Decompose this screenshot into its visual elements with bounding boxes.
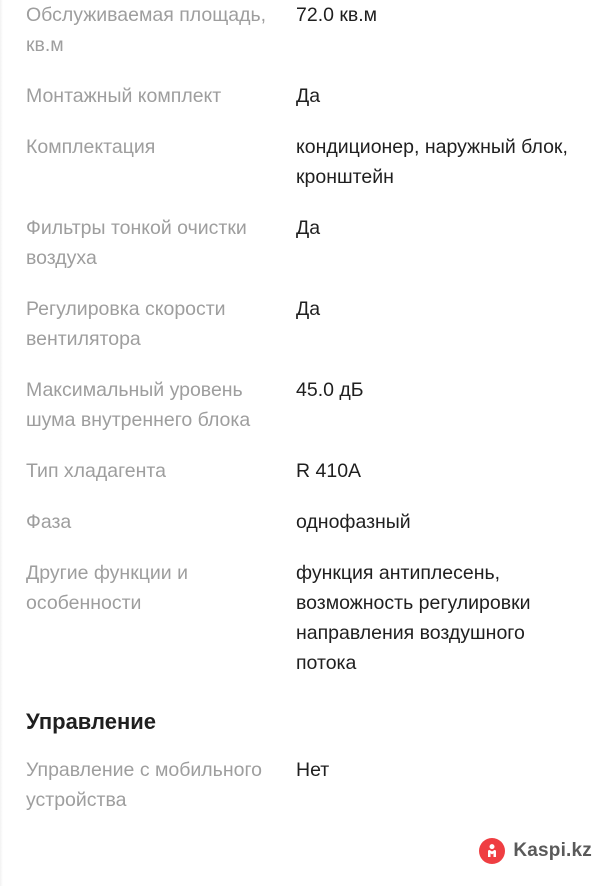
specifications-body bbox=[26, 0, 590, 836]
spec-value: Да bbox=[296, 85, 321, 107]
spec-value: однофазный bbox=[296, 511, 411, 533]
spec-label: Фильтры тонкой очистки воздуха bbox=[26, 217, 247, 269]
table-row bbox=[26, 294, 590, 375]
spec-value: Да bbox=[296, 217, 321, 239]
section-heading-row bbox=[26, 699, 590, 755]
table-row bbox=[26, 507, 590, 558]
spec-value: R 410A bbox=[296, 460, 362, 482]
spec-value: функция антиплесень, возможность регулировки направления воздушного потока bbox=[296, 562, 531, 674]
spec-value: Нет bbox=[296, 759, 330, 781]
table-row bbox=[26, 558, 590, 699]
table-row bbox=[26, 755, 590, 836]
spec-label: Обслуживаемая площадь, кв.м bbox=[26, 4, 267, 56]
kaspi-logo-icon bbox=[479, 838, 505, 864]
left-edge-shadow bbox=[0, 0, 3, 886]
kaspi-watermark-label: Kaspi.kz bbox=[513, 840, 592, 861]
spec-label: Комплектация bbox=[26, 136, 156, 158]
table-row bbox=[26, 456, 590, 507]
table-row bbox=[26, 81, 590, 132]
kaspi-watermark bbox=[479, 838, 592, 864]
spec-label: Фаза bbox=[26, 511, 72, 533]
spec-label: Тип хладагента bbox=[26, 460, 166, 482]
spec-label: Монтажный комплект bbox=[26, 85, 222, 107]
table-row bbox=[26, 0, 590, 81]
spec-label: Управление с мобильного устройства bbox=[26, 759, 262, 811]
spec-value: Да bbox=[296, 298, 321, 320]
specifications-table bbox=[26, 0, 590, 836]
spec-label: Регулировка скорости вентилятора bbox=[26, 298, 226, 350]
section-heading: Управление bbox=[26, 709, 157, 734]
spec-value: 72.0 кв.м bbox=[296, 4, 378, 26]
spec-label: Другие функции и особенности bbox=[26, 562, 188, 614]
spec-value: кондиционер, наружный блок, кронштейн bbox=[296, 136, 568, 188]
table-row bbox=[26, 375, 590, 456]
spec-value: 45.0 дБ bbox=[296, 379, 364, 401]
spec-label: Максимальный уровень шума внутреннего блока bbox=[26, 379, 251, 431]
table-row bbox=[26, 213, 590, 294]
table-row bbox=[26, 132, 590, 213]
